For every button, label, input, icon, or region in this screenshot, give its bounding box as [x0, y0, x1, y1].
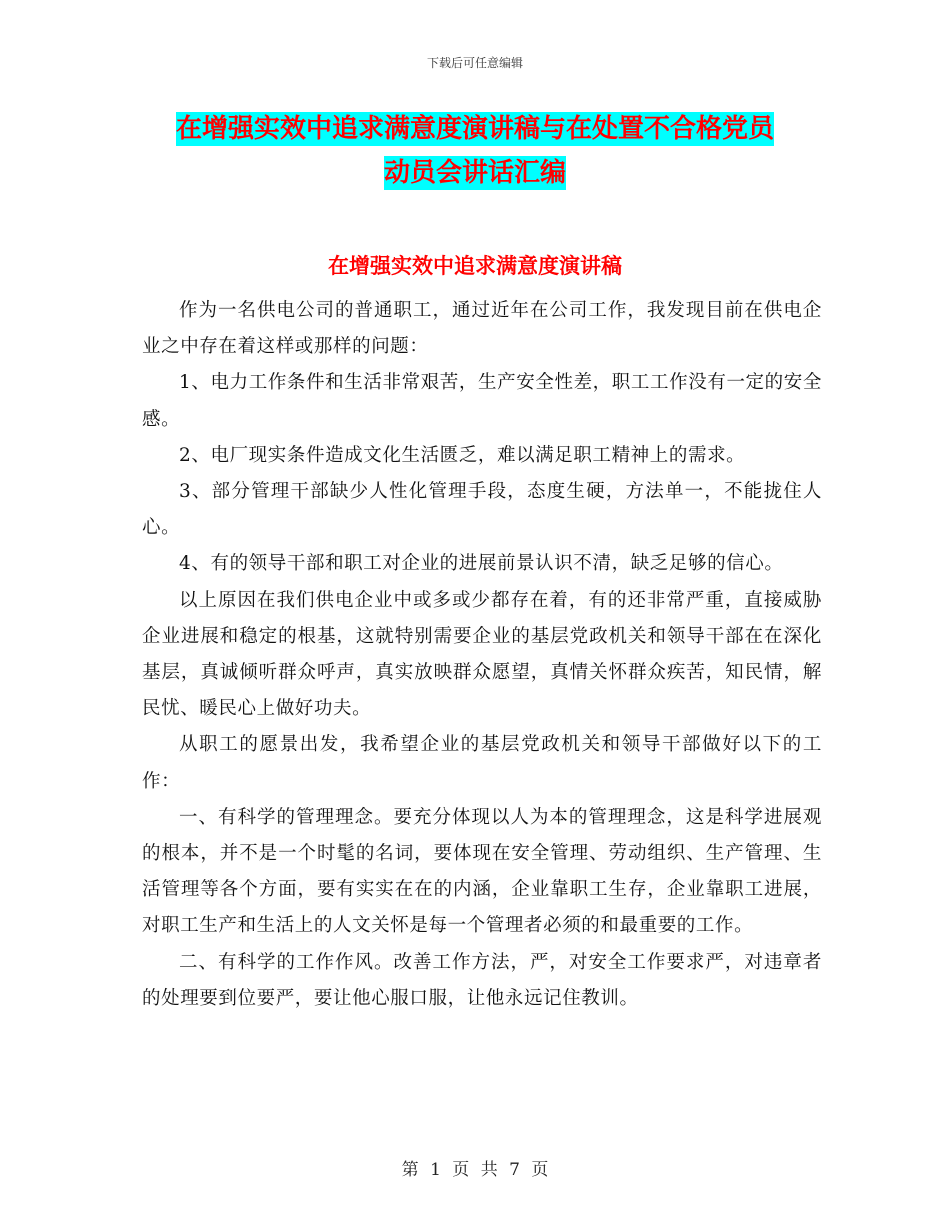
paragraph-point-1: 一、有科学的管理理念。要充分体现以人为本的管理理念，这是科学进展观的根本，并不是一个时髦的名词，要体现在安全管理、劳动组织、生产管理、生活管理等各个方面，要有实实在在的内涵，企业靠职工生存，企业靠职工进展，对职工生产和生活上的人文关怀是每一个管理者必须的和最重要的工作。	[142, 806, 822, 937]
paragraph-item-1: 1、电力工作条件和生活非常艰苦，生产安全性差，职工工作没有一定的安全感。	[142, 372, 822, 430]
document-title-line-2-text: 动员会讲话汇编	[383, 158, 566, 188]
paragraph-point-2: 二、有科学的工作作风。改善工作方法，严，对安全工作要求严，对违章者的处理要到位要严，要让他心服口服，让他永远记住教训。	[142, 951, 822, 1009]
paragraph-item-4: 4、有的领导干部和职工对企业的进展前景认识不清，缺乏足够的信心。	[179, 553, 784, 575]
section-title: 在增强实效中追求满意度演讲稿	[328, 254, 622, 278]
header-note: 下载后可任意编辑	[426, 56, 523, 70]
paragraph-intro: 作为一名供电公司的普通职工，通过近年在公司工作，我发现目前在供电企业之中存在着这样或那样的问题：	[142, 300, 822, 358]
page-footer: 第 1 页 共 7 页	[401, 1160, 549, 1180]
paragraph-wishes: 从职工的愿景出发，我希望企业的基层党政机关和领导干部做好以下的工作：	[142, 734, 822, 792]
paragraph-item-3: 3、部分管理干部缺少人性化管理手段，态度生硬，方法单一，不能拢住人心。	[142, 481, 822, 539]
paragraph-item-2: 2、电厂现实条件造成文化生活匮乏，难以满足职工精神上的需求。	[179, 444, 746, 466]
document-title-line-1-text: 在增强实效中追求满意度演讲稿与在处置不合格党员	[175, 114, 774, 144]
document-body	[142, 293, 822, 1017]
document-title-line-2	[0, 158, 950, 188]
paragraph-causes: 以上原因在我们供电企业中或多或少都存在着，有的还非常严重，直接威胁企业进展和稳定的根基，这就特别需要企业的基层党政机关和领导干部在在深化基层，真诚倾听群众呼声，真实放映群众愿望，真情关怀群众疾苦，知民情，解民忧、暖民心上做好功夫。	[142, 589, 822, 720]
document-title-line-1	[0, 114, 950, 144]
